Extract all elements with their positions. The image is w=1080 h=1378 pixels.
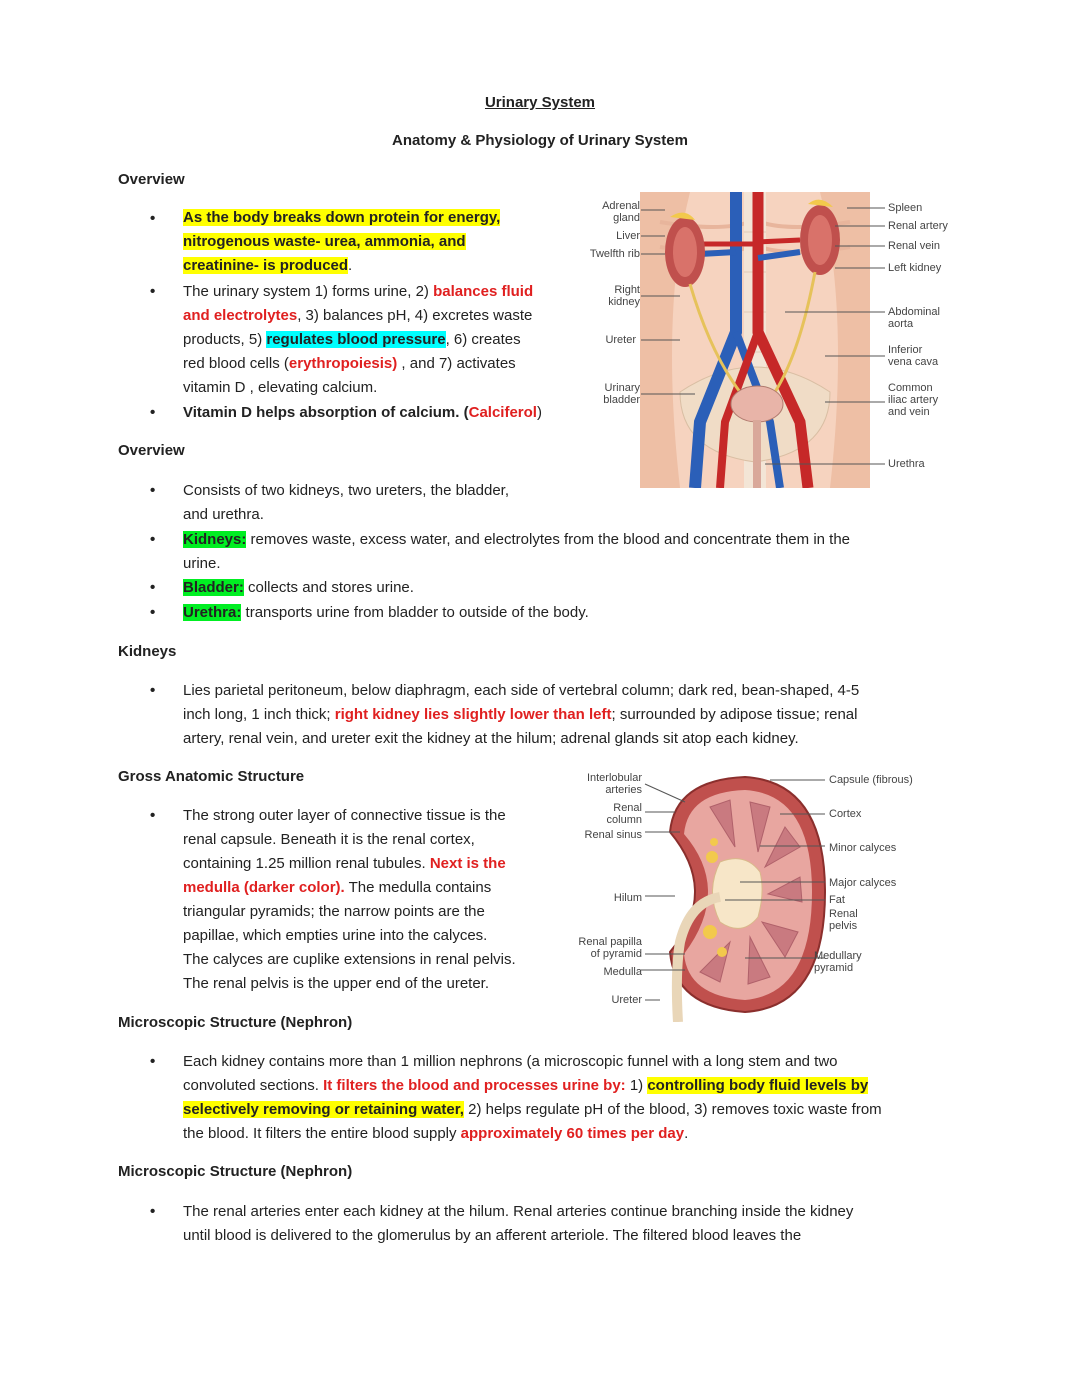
bullet: •: [150, 1203, 156, 1220]
bullet: •: [150, 1053, 156, 1070]
label-twelfth-rib: Twelfth rib: [589, 248, 640, 260]
section-heading-kidneys: Kidneys: [118, 643, 177, 660]
bullet: •: [150, 579, 156, 596]
bullet: •: [150, 807, 156, 824]
label-abdominal-aorta: Abdominal aorta: [888, 306, 940, 330]
bullet: •: [150, 482, 156, 499]
label-interlobular-arteries: Interlobular arteries: [586, 772, 642, 796]
section-heading-overview-2: Overview: [118, 442, 185, 459]
document-title: Urinary System: [484, 94, 596, 111]
label-fat: Fat: [829, 894, 845, 906]
label-cortex: Cortex: [829, 808, 862, 820]
label-renal-column: Renal column: [606, 802, 642, 826]
bullet: •: [150, 531, 156, 548]
label-left-kidney: Left kidney: [888, 262, 942, 274]
label-ureter-2: Ureter: [611, 994, 642, 1006]
label-inferior-vena-cava: Inferior vena cava: [888, 344, 939, 368]
bullet: •: [150, 604, 156, 621]
list-item: The renal arteries enter each kidney at the hilum. Renal arteries continue branching inside the kidney until blood is delivered to the glomerulus by an afferent arteriole. The filtered blood leaves the: [183, 1203, 854, 1244]
section-heading-gross-anatomy: Gross Anatomic Structure: [118, 768, 305, 785]
label-common-iliac: Common iliac artery and vein: [888, 382, 939, 418]
label-right-kidney: Right kidney: [608, 284, 640, 308]
label-renal-pelvis: Renal pelvis: [829, 908, 858, 932]
label-renal-papilla: Renal papilla of pyramid: [578, 936, 642, 960]
list-item: The strong outer layer of connective tissue is the renal capsule. Beneath it is the renal cortex, containing 1.25 million renal tubules. Next is the medulla (darker color). The medulla contains triangular pyramids; the narrow points are the papillae, which empties urine into the calyces. The calyces are cuplike extensions in renal pelvis. The renal pelvis is the upper end of the ureter.: [183, 807, 516, 992]
label-renal-sinus: Renal sinus: [584, 829, 642, 841]
label-spleen: Spleen: [888, 202, 923, 214]
list-item: Consists of two kidneys, two ureters, the bladder, and urethra.: [183, 482, 509, 523]
label-medullary-pyramid: Medullary pyramid: [814, 950, 862, 974]
label-major-calyces: Major calyces: [829, 877, 897, 889]
list-item: Kidneys: removes waste, excess water, and electrolytes from the blood and concentrate them in the urine.: [183, 531, 851, 572]
bullet: •: [150, 404, 156, 421]
section-heading-nephron-2: Microscopic Structure (Nephron): [118, 1163, 353, 1180]
label-capsule: Capsule (fibrous): [829, 774, 913, 786]
bullet: •: [150, 682, 156, 699]
label-renal-vein: Renal vein: [888, 240, 940, 252]
document-subtitle: Anatomy & Physiology of Urinary System: [392, 132, 688, 149]
list-item: As the body breaks down protein for energy, nitrogenous waste- urea, ammonia, and creatinine- is produced.: [183, 209, 501, 274]
section-heading-overview-1: Overview: [118, 171, 185, 188]
bullet: •: [150, 283, 156, 300]
section-heading-nephron-1: Microscopic Structure (Nephron): [118, 1014, 353, 1031]
list-item: The urinary system 1) forms urine, 2) balances fluid and electrolytes, 3) balances pH, 4) excretes waste products, 5) regulates blood pressure, 6) creates red blood cells (erythropoiesis) , and 7) activates vitamin D , elevating calcium.: [183, 283, 534, 396]
label-renal-artery: Renal artery: [888, 220, 948, 232]
label-liver: Liver: [616, 230, 640, 242]
label-adrenal-gland: Adrenal gland: [602, 200, 640, 224]
list-item: Vitamin D helps absorption of calcium. (Calciferol): [183, 404, 542, 421]
label-hilum: Hilum: [613, 892, 642, 904]
bullet: •: [150, 210, 156, 227]
label-medulla: Medulla: [603, 966, 642, 978]
label-urinary-bladder: Urinary bladder: [603, 382, 640, 406]
label-minor-calyces: Minor calyces: [829, 842, 897, 854]
label-urethra: Urethra: [888, 458, 925, 470]
list-item: Bladder: collects and stores urine.: [183, 579, 414, 596]
label-ureter: Ureter: [605, 334, 636, 346]
list-item: Lies parietal peritoneum, below diaphragm, each side of vertebral column; dark red, bean-shaped, 4-5 inch long, 1 inch thick; right kidney lies slightly lower than left; surrounded by adipose tissue; renal artery, renal vein, and ureter exit the kidney at the hilum; adrenal glands sit atop each kidney.: [183, 682, 860, 747]
list-item: Each kidney contains more than 1 million nephrons (a microscopic funnel with a long stem and two convoluted sections. It filters the blood and processes urine by: 1) controlling body fluid levels by selectively removing or retaining water, 2) helps regulate pH of the blood, 3) removes toxic waste from the blood. It filters the entire blood supply approximately 60 times per day.: [183, 1053, 882, 1142]
list-item: Urethra: transports urine from bladder to outside of the body.: [183, 604, 589, 621]
